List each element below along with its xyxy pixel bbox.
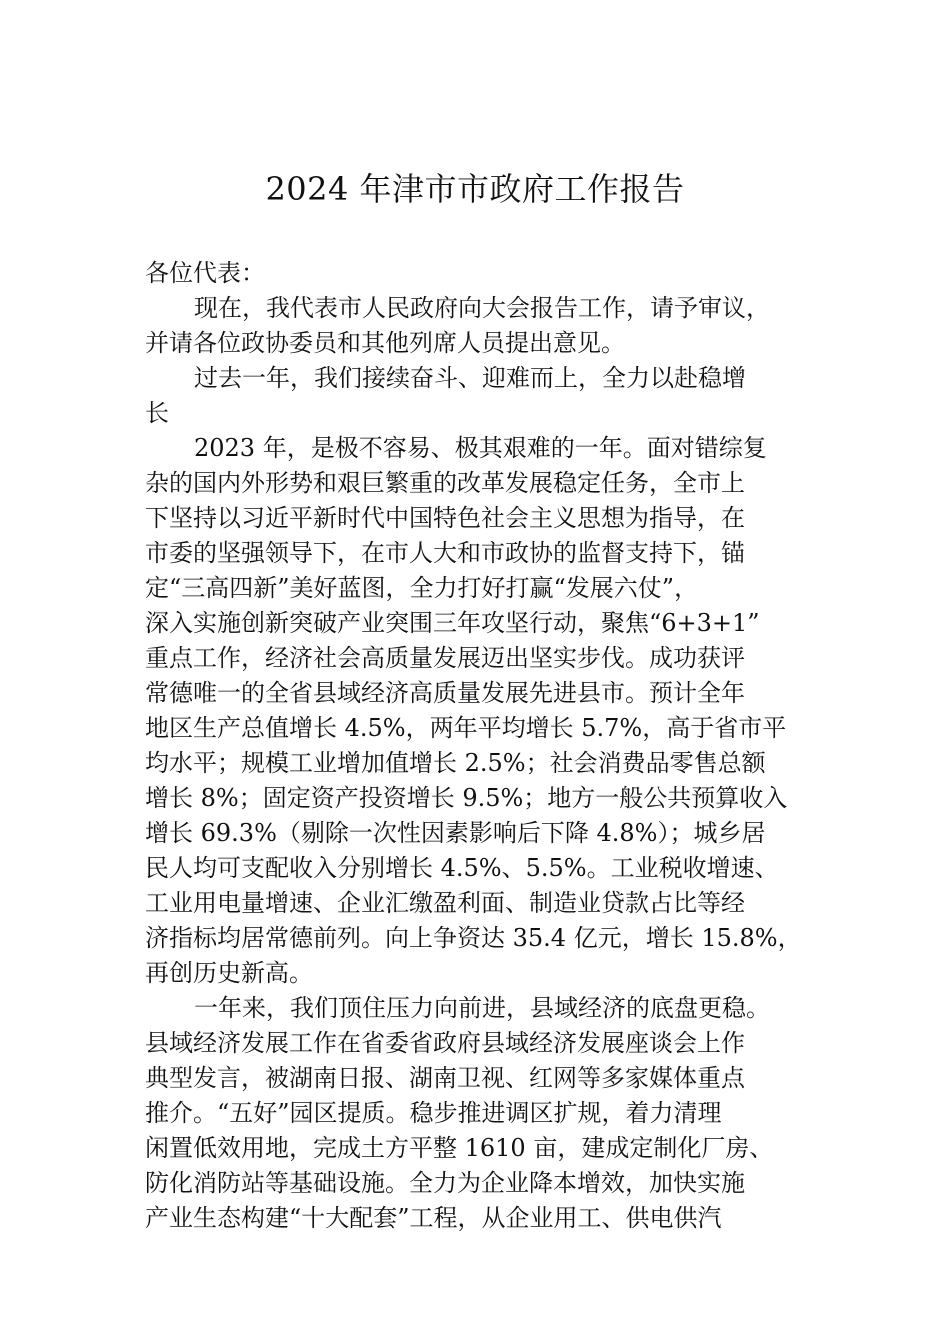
text-line: 增长 69.3%（剔除一次性因素影响后下降 4.8%）；城乡居 [145,819,766,847]
text-line: 工业用电量增速、企业汇缴盈利面、制造业贷款占比等经 [145,889,745,917]
text-line: 一年来，我们顶住压力向前进，县域经济的底盘更稳。 [194,994,770,1022]
text-line: 杂的国内外形势和艰巨繁重的改革发展稳定任务，全市上 [145,469,745,497]
text-line: 下坚持以习近平新时代中国特色社会主义思想为指导，在 [145,504,745,532]
text-line: 并请各位政协委员和其他列席人员提出意见。 [145,329,625,357]
text-line: 深入实施创新突破产业突围三年攻坚行动，聚焦“6+3+1” [145,609,760,637]
text-line: 各位代表： [145,259,265,287]
text-line: 市委的坚强领导下，在市人大和市政协的监督支持下，锚 [145,539,745,567]
text-line: 重点工作，经济社会高质量发展迈出坚实步伐。成功获评 [145,644,745,672]
text-line: 增长 8%；固定资产投资增长 9.5%；地方一般公共预算收入 [145,784,788,812]
text-line: 产业生态构建“十大配套”工程，从企业用工、供电供汽 [145,1204,722,1232]
document-body [145,256,835,1236]
text-line: 典型发言，被湖南日报、湖南卫视、红网等多家媒体重点 [145,1064,745,1092]
text-line: 再创历史新高。 [145,959,313,987]
text-line: 济指标均居常德前列。向上争资达 35.4 亿元，增长 15.8%， [145,924,802,952]
text-line: 民人均可支配收入分别增长 4.5%、5.5%。工业税收增速、 [145,854,779,882]
text-line: 县域经济发展工作在省委省政府县域经济发展座谈会上作 [145,1029,745,1057]
text-line: 地区生产总值增长 4.5%，两年平均增长 5.7%，高于省市平 [145,714,787,742]
document-title: 2024 年津市市政府工作报告 [265,170,685,208]
text-line: 防化消防站等基础设施。全力为企业降本增效，加快实施 [145,1169,745,1197]
text-line: 现在，我代表市人民政府向大会报告工作，请予审议， [194,294,770,322]
text-line: 过去一年，我们接续奋斗、迎难而上，全力以赴稳增 [194,364,746,392]
text-line: 长 [145,399,169,427]
text-line: 均水平；规模工业增加值增长 2.5%；社会消费品零售总额 [145,749,766,777]
text-line: 2023 年，是极不容易、极其艰难的一年。面对错综复 [194,434,767,462]
text-line: 定“三高四新”美好蓝图，全力打好打赢“发展六仗”， [145,574,699,602]
text-line: 闲置低效用地，完成土方平整 1610 亩，建成定制化厂房、 [145,1134,774,1162]
text-line: 推介。“五好”园区提质。稳步推进调区扩规，着力清理 [145,1099,722,1127]
text-line: 常德唯一的全省县域经济高质量发展先进县市。预计全年 [145,679,745,707]
